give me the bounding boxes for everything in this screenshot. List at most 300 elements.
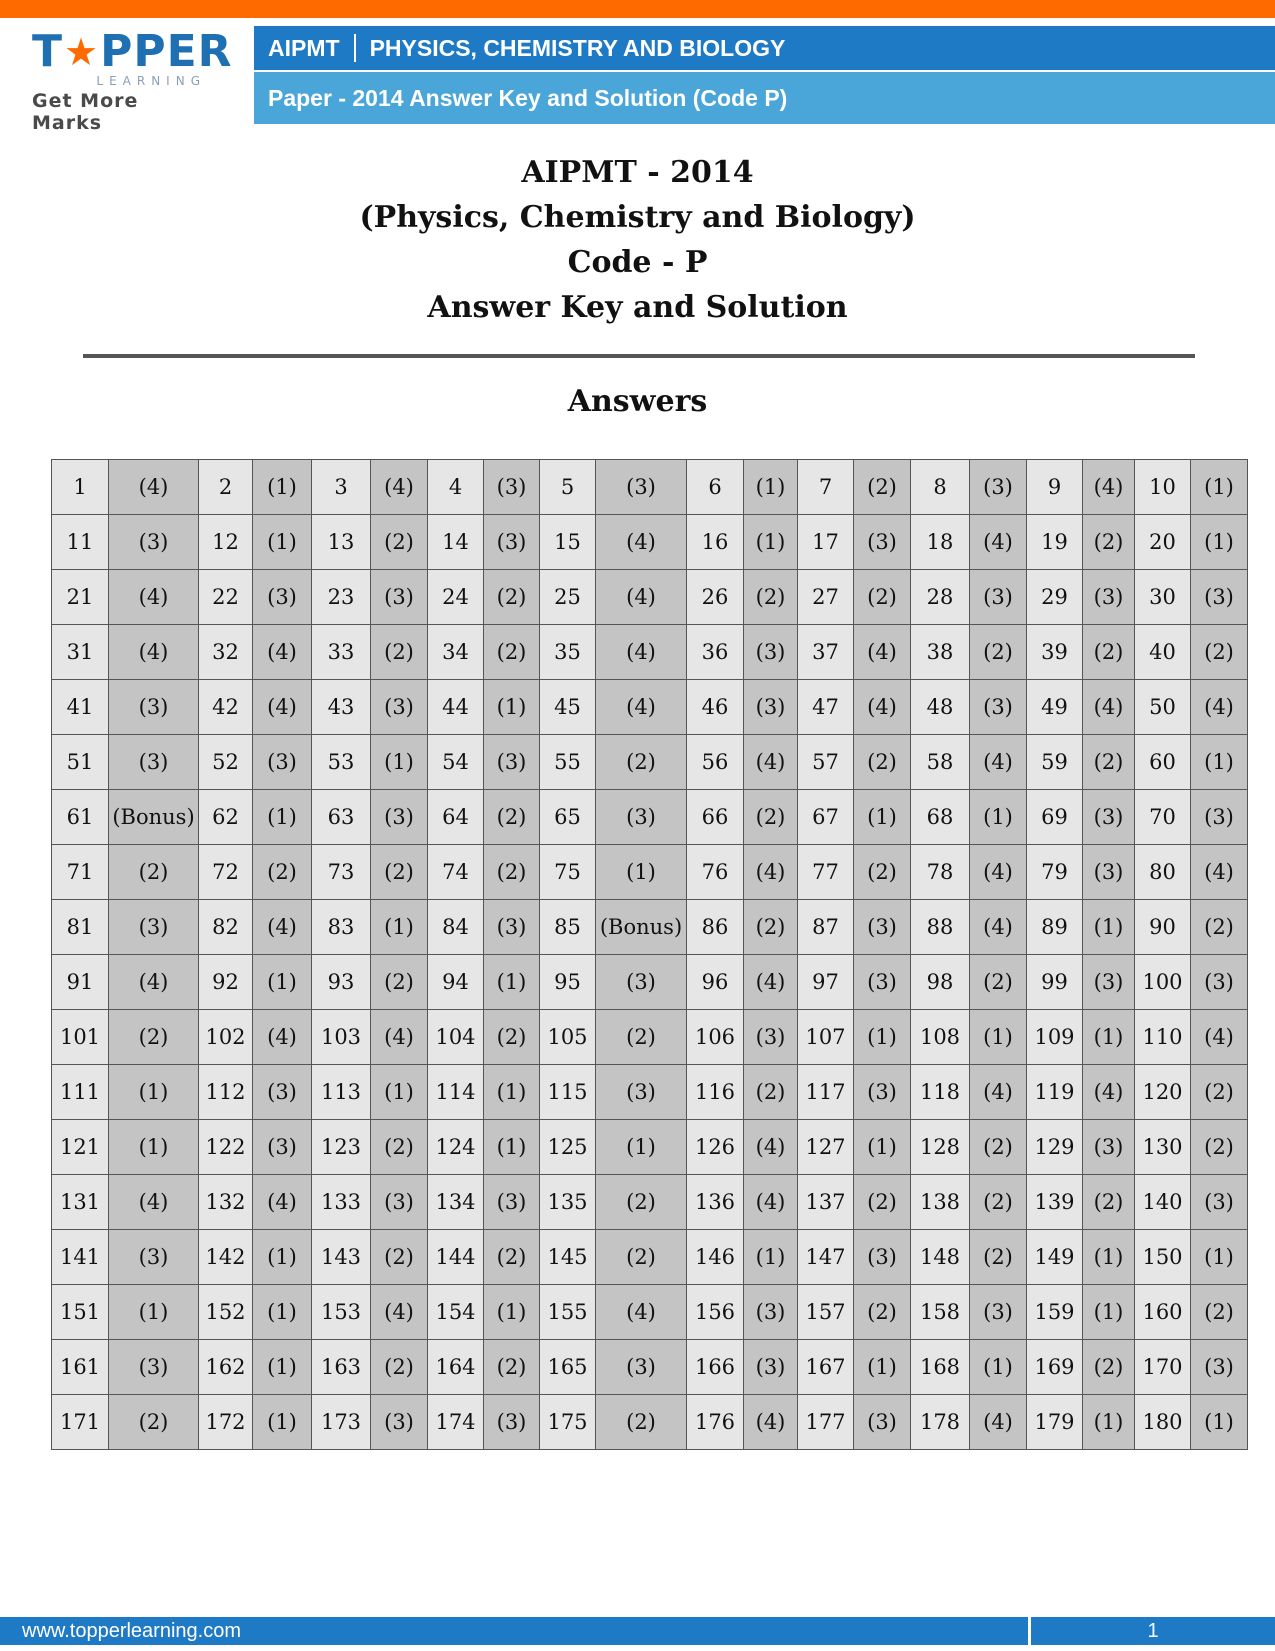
answer-cell: (2) (109, 1395, 199, 1450)
question-number: 142 (199, 1230, 253, 1285)
answer-cell: (4) (744, 955, 798, 1010)
question-number: 42 (199, 680, 253, 735)
answer-cell: (4) (109, 570, 199, 625)
question-number: 28 (911, 570, 970, 625)
answer-cell: (4) (1191, 1010, 1248, 1065)
answer-cell: (1) (1083, 1285, 1135, 1340)
question-number: 147 (798, 1230, 854, 1285)
question-number: 105 (540, 1010, 596, 1065)
question-number: 38 (911, 625, 970, 680)
logo-tagline: Get More Marks (32, 90, 139, 134)
question-number: 164 (428, 1340, 484, 1395)
answer-cell: (3) (109, 1230, 199, 1285)
answer-cell: (3) (854, 515, 911, 570)
answer-cell: (1) (1083, 1010, 1135, 1065)
question-number: 129 (1027, 1120, 1083, 1175)
answer-cell: (3) (970, 570, 1027, 625)
question-number: 109 (1027, 1010, 1083, 1065)
question-number: 170 (1135, 1340, 1191, 1395)
answer-cell: (3) (744, 625, 798, 680)
question-number: 93 (312, 955, 371, 1010)
question-number: 122 (199, 1120, 253, 1175)
answer-cell: (3) (596, 955, 687, 1010)
question-number: 36 (687, 625, 744, 680)
answer-cell: (4) (970, 900, 1027, 955)
question-number: 131 (52, 1175, 109, 1230)
table-row (52, 955, 1248, 1010)
question-number: 146 (687, 1230, 744, 1285)
question-number: 148 (911, 1230, 970, 1285)
question-number: 74 (428, 845, 484, 900)
answer-cell: (4) (1083, 1065, 1135, 1120)
answer-cell: (3) (1191, 790, 1248, 845)
question-number: 113 (312, 1065, 371, 1120)
answer-cell: (2) (371, 955, 428, 1010)
question-number: 19 (1027, 515, 1083, 570)
question-number: 92 (199, 955, 253, 1010)
question-number: 152 (199, 1285, 253, 1340)
table-row (52, 570, 1248, 625)
question-number: 17 (798, 515, 854, 570)
question-number: 161 (52, 1340, 109, 1395)
answer-cell: (1) (253, 1340, 312, 1395)
table-row (52, 900, 1248, 955)
answer-cell: (1) (1083, 900, 1135, 955)
question-number: 180 (1135, 1395, 1191, 1450)
answer-cell: (3) (1083, 1120, 1135, 1175)
answer-cell: (2) (484, 1230, 540, 1285)
answer-cell: (4) (1191, 680, 1248, 735)
question-number: 114 (428, 1065, 484, 1120)
answer-cell: (2) (596, 1010, 687, 1065)
answer-cell: (4) (1083, 680, 1135, 735)
question-number: 10 (1135, 460, 1191, 515)
question-number: 108 (911, 1010, 970, 1065)
answer-cell: (2) (371, 1120, 428, 1175)
answer-cell: (2) (1083, 515, 1135, 570)
question-number: 91 (52, 955, 109, 1010)
question-number: 176 (687, 1395, 744, 1450)
question-number: 177 (798, 1395, 854, 1450)
question-number: 13 (312, 515, 371, 570)
table-row (52, 1120, 1248, 1175)
question-number: 120 (1135, 1065, 1191, 1120)
question-number: 47 (798, 680, 854, 735)
answer-cell: (3) (854, 1230, 911, 1285)
question-number: 79 (1027, 845, 1083, 900)
question-number: 101 (52, 1010, 109, 1065)
question-number: 9 (1027, 460, 1083, 515)
question-number: 145 (540, 1230, 596, 1285)
answer-cell: (1) (484, 1120, 540, 1175)
answer-cell: (1) (371, 1065, 428, 1120)
answer-cell: (2) (854, 570, 911, 625)
page-number: 1 (1147, 1620, 1159, 1642)
question-number: 133 (312, 1175, 371, 1230)
question-number: 67 (798, 790, 854, 845)
answer-cell: (1) (970, 790, 1027, 845)
question-number: 5 (540, 460, 596, 515)
answer-cell: (2) (1083, 1340, 1135, 1395)
answer-cell: (1) (1191, 1230, 1248, 1285)
answer-cell: (3) (854, 955, 911, 1010)
answer-cell: (2) (484, 570, 540, 625)
question-number: 104 (428, 1010, 484, 1065)
question-number: 78 (911, 845, 970, 900)
table-row (52, 845, 1248, 900)
question-number: 77 (798, 845, 854, 900)
question-number: 132 (199, 1175, 253, 1230)
question-number: 12 (199, 515, 253, 570)
question-number: 68 (911, 790, 970, 845)
question-number: 149 (1027, 1230, 1083, 1285)
answer-cell: (2) (596, 735, 687, 790)
answer-cell: (3) (1191, 1340, 1248, 1395)
question-number: 126 (687, 1120, 744, 1175)
answer-cell: (2) (744, 1065, 798, 1120)
answer-cell: (3) (109, 680, 199, 735)
question-number: 39 (1027, 625, 1083, 680)
question-number: 155 (540, 1285, 596, 1340)
document-title (0, 150, 1275, 330)
answer-cell: (1) (1191, 515, 1248, 570)
question-number: 134 (428, 1175, 484, 1230)
answer-cell: (4) (253, 1010, 312, 1065)
answer-cell: (1) (253, 955, 312, 1010)
answer-cell: (1) (744, 1230, 798, 1285)
question-number: 157 (798, 1285, 854, 1340)
question-number: 83 (312, 900, 371, 955)
question-number: 158 (911, 1285, 970, 1340)
question-number: 40 (1135, 625, 1191, 680)
question-number: 14 (428, 515, 484, 570)
answer-cell: (1) (253, 790, 312, 845)
answer-cell: (1) (253, 515, 312, 570)
answer-key-table (51, 459, 1248, 1450)
question-number: 6 (687, 460, 744, 515)
question-number: 75 (540, 845, 596, 900)
question-number: 43 (312, 680, 371, 735)
answer-cell: (3) (596, 460, 687, 515)
answer-cell: (1) (109, 1065, 199, 1120)
answer-cell: (Bonus) (596, 900, 687, 955)
header-paper-line: Paper - 2014 Answer Key and Solution (Code P) (268, 84, 788, 111)
answer-cell: (4) (109, 955, 199, 1010)
answer-cell: (2) (744, 900, 798, 955)
answer-cell: (4) (371, 460, 428, 515)
answer-cell: (4) (596, 680, 687, 735)
answer-cell: (2) (253, 845, 312, 900)
answer-cell: (3) (109, 900, 199, 955)
answer-cell: (3) (1191, 570, 1248, 625)
question-number: 143 (312, 1230, 371, 1285)
question-number: 26 (687, 570, 744, 625)
answer-cell: (1) (596, 845, 687, 900)
question-number: 112 (199, 1065, 253, 1120)
answer-cell: (2) (371, 515, 428, 570)
answer-cell: (1) (253, 1285, 312, 1340)
question-number: 30 (1135, 570, 1191, 625)
question-number: 37 (798, 625, 854, 680)
question-number: 172 (199, 1395, 253, 1450)
answer-cell: (4) (970, 845, 1027, 900)
answer-cell: (1) (253, 1395, 312, 1450)
answer-cell: (3) (484, 515, 540, 570)
question-number: 123 (312, 1120, 371, 1175)
question-number: 95 (540, 955, 596, 1010)
table-row (52, 1065, 1248, 1120)
answer-cell: (2) (854, 845, 911, 900)
question-number: 127 (798, 1120, 854, 1175)
question-number: 24 (428, 570, 484, 625)
answer-cell: (2) (596, 1175, 687, 1230)
answer-cell: (2) (744, 570, 798, 625)
answer-cell: (3) (253, 735, 312, 790)
answer-cell: (4) (596, 515, 687, 570)
question-number: 171 (52, 1395, 109, 1450)
answer-cell: (2) (1191, 1065, 1248, 1120)
title-line-3: Code - P (567, 245, 708, 280)
question-number: 139 (1027, 1175, 1083, 1230)
answer-cell: (3) (596, 1065, 687, 1120)
answer-cell: (3) (596, 1340, 687, 1395)
title-line-2: (Physics, Chemistry and Biology) (359, 200, 916, 235)
question-number: 7 (798, 460, 854, 515)
question-number: 141 (52, 1230, 109, 1285)
question-number: 151 (52, 1285, 109, 1340)
question-number: 97 (798, 955, 854, 1010)
question-number: 29 (1027, 570, 1083, 625)
question-number: 61 (52, 790, 109, 845)
question-number: 159 (1027, 1285, 1083, 1340)
answer-cell: (2) (1191, 625, 1248, 680)
answer-cell: (4) (253, 680, 312, 735)
answer-cell: (4) (371, 1010, 428, 1065)
question-number: 50 (1135, 680, 1191, 735)
table-row (52, 680, 1248, 735)
logo-subtext: LEARNING (96, 74, 206, 88)
answer-cell: (1) (371, 900, 428, 955)
answer-cell: (2) (854, 460, 911, 515)
answer-cell: (1) (596, 1120, 687, 1175)
question-number: 65 (540, 790, 596, 845)
question-number: 136 (687, 1175, 744, 1230)
table-row (52, 1285, 1248, 1340)
answer-cell: (3) (970, 680, 1027, 735)
answer-cell: (4) (596, 625, 687, 680)
question-number: 66 (687, 790, 744, 845)
question-number: 49 (1027, 680, 1083, 735)
answer-cell: (3) (1083, 790, 1135, 845)
answer-cell: (3) (371, 790, 428, 845)
question-number: 48 (911, 680, 970, 735)
answer-cell: (4) (596, 570, 687, 625)
question-number: 167 (798, 1340, 854, 1395)
answer-cell: (3) (109, 1340, 199, 1395)
question-number: 111 (52, 1065, 109, 1120)
logo-letter-t: T (32, 26, 64, 77)
answer-cell: (2) (371, 845, 428, 900)
answer-cell: (2) (484, 790, 540, 845)
question-number: 121 (52, 1120, 109, 1175)
answer-cell: (4) (854, 680, 911, 735)
answer-cell: (1) (1191, 735, 1248, 790)
answer-cell: (2) (484, 845, 540, 900)
question-number: 80 (1135, 845, 1191, 900)
answer-cell: (2) (970, 1120, 1027, 1175)
footer-url[interactable]: www.topperlearning.com (22, 1620, 241, 1642)
question-number: 138 (911, 1175, 970, 1230)
table-row (52, 1010, 1248, 1065)
title-divider (83, 354, 1195, 358)
answer-cell: (3) (1191, 1175, 1248, 1230)
table-row (52, 790, 1248, 845)
answer-cell: (3) (484, 1175, 540, 1230)
answer-cell: (2) (596, 1230, 687, 1285)
logo-letters: PPER (100, 26, 233, 77)
answer-cell: (4) (744, 735, 798, 790)
question-number: 25 (540, 570, 596, 625)
answer-cell: (4) (109, 460, 199, 515)
topper-logo (32, 26, 233, 134)
answer-cell: (2) (1191, 1285, 1248, 1340)
answer-cell: (4) (109, 625, 199, 680)
answer-cell: (3) (970, 1285, 1027, 1340)
answer-cell: (4) (109, 1175, 199, 1230)
page-footer (0, 1617, 1275, 1645)
answer-cell: (1) (1083, 1230, 1135, 1285)
answer-cell: (2) (1191, 900, 1248, 955)
answer-cell: (3) (854, 900, 911, 955)
question-number: 140 (1135, 1175, 1191, 1230)
question-number: 55 (540, 735, 596, 790)
answer-cell: (4) (744, 1120, 798, 1175)
answer-cell: (4) (596, 1285, 687, 1340)
question-number: 128 (911, 1120, 970, 1175)
answer-cell: (2) (596, 1395, 687, 1450)
answer-cell: (3) (371, 570, 428, 625)
question-number: 137 (798, 1175, 854, 1230)
question-number: 27 (798, 570, 854, 625)
answer-cell: (4) (371, 1285, 428, 1340)
answer-cell: (1) (970, 1010, 1027, 1065)
question-number: 130 (1135, 1120, 1191, 1175)
answer-cell: (4) (744, 845, 798, 900)
answer-cell: (3) (253, 1065, 312, 1120)
question-number: 81 (52, 900, 109, 955)
question-number: 59 (1027, 735, 1083, 790)
answer-cell: (2) (371, 1230, 428, 1285)
question-number: 106 (687, 1010, 744, 1065)
question-number: 70 (1135, 790, 1191, 845)
question-number: 154 (428, 1285, 484, 1340)
answer-cell: (3) (744, 1340, 798, 1395)
question-number: 94 (428, 955, 484, 1010)
question-number: 35 (540, 625, 596, 680)
star-icon: ★ (64, 30, 100, 74)
question-number: 34 (428, 625, 484, 680)
answer-cell: (2) (484, 1010, 540, 1065)
question-number: 119 (1027, 1065, 1083, 1120)
answer-cell: (3) (371, 680, 428, 735)
answer-cell: (1) (371, 735, 428, 790)
answer-cell: (3) (854, 1065, 911, 1120)
answer-cell: (2) (484, 1340, 540, 1395)
answer-cell: (2) (109, 845, 199, 900)
answer-cell: (2) (484, 625, 540, 680)
answer-cell: (2) (854, 735, 911, 790)
question-number: 117 (798, 1065, 854, 1120)
answer-cell: (3) (970, 460, 1027, 515)
question-number: 71 (52, 845, 109, 900)
question-number: 51 (52, 735, 109, 790)
answer-cell: (4) (253, 900, 312, 955)
answer-cell: (3) (484, 735, 540, 790)
table-row (52, 515, 1248, 570)
question-number: 90 (1135, 900, 1191, 955)
question-number: 2 (199, 460, 253, 515)
question-number: 160 (1135, 1285, 1191, 1340)
question-number: 107 (798, 1010, 854, 1065)
answer-cell: (1) (484, 955, 540, 1010)
table-row (52, 460, 1248, 515)
question-number: 64 (428, 790, 484, 845)
table-row (52, 1340, 1248, 1395)
question-number: 89 (1027, 900, 1083, 955)
answer-cell: (4) (1083, 460, 1135, 515)
answer-cell: (3) (253, 570, 312, 625)
answer-cell: (3) (744, 680, 798, 735)
answer-cell: (1) (484, 1065, 540, 1120)
question-number: 15 (540, 515, 596, 570)
answer-cell: (3) (1083, 845, 1135, 900)
answer-cell: (1) (854, 790, 911, 845)
question-number: 165 (540, 1340, 596, 1395)
question-number: 18 (911, 515, 970, 570)
question-number: 22 (199, 570, 253, 625)
question-number: 54 (428, 735, 484, 790)
question-number: 96 (687, 955, 744, 1010)
question-number: 110 (1135, 1010, 1191, 1065)
answer-cell: (2) (1191, 1120, 1248, 1175)
question-number: 57 (798, 735, 854, 790)
question-number: 46 (687, 680, 744, 735)
question-number: 87 (798, 900, 854, 955)
question-number: 156 (687, 1285, 744, 1340)
answer-cell: (3) (484, 900, 540, 955)
question-number: 86 (687, 900, 744, 955)
answer-cell: (4) (970, 515, 1027, 570)
answer-cell: (2) (1083, 1175, 1135, 1230)
question-number: 102 (199, 1010, 253, 1065)
question-number: 179 (1027, 1395, 1083, 1450)
question-number: 33 (312, 625, 371, 680)
question-number: 23 (312, 570, 371, 625)
question-number: 11 (52, 515, 109, 570)
question-number: 76 (687, 845, 744, 900)
answer-cell: (2) (371, 1340, 428, 1395)
question-number: 153 (312, 1285, 371, 1340)
answer-cell: (4) (970, 1065, 1027, 1120)
question-number: 174 (428, 1395, 484, 1450)
question-number: 99 (1027, 955, 1083, 1010)
question-number: 73 (312, 845, 371, 900)
header-subjects: PHYSICS, CHEMISTRY AND BIOLOGY (369, 34, 786, 61)
answer-cell: (1) (109, 1120, 199, 1175)
answer-cell: (1) (854, 1120, 911, 1175)
question-number: 100 (1135, 955, 1191, 1010)
question-number: 166 (687, 1340, 744, 1395)
